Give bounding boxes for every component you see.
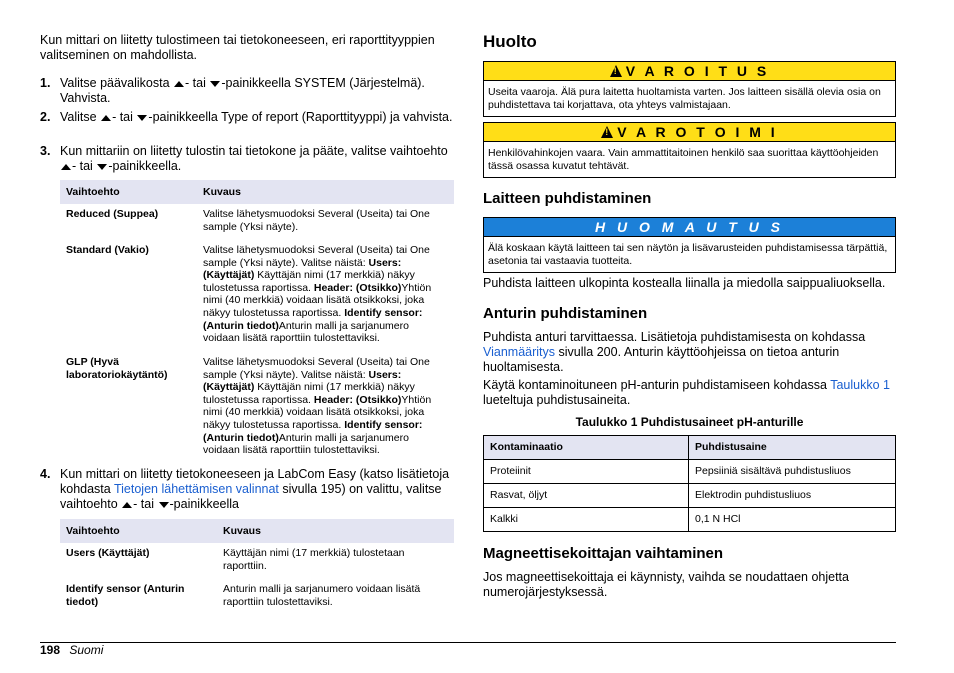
cleaning-agents-paragraph: Käytä kontaminoituneen pH-anturin puhdistamiseen kohdassa Taulukko 1 lueteltuja puhdistusaineita. (483, 378, 890, 407)
caution-box: !V A R O T O I M I Henkilövahinkojen vaara. Vain ammattitaitoinen henkilö saa suorittaa käyttöohjeiden tässä osassa kuvatut tehtävät. (483, 122, 896, 178)
page-footer (40, 643, 103, 657)
step-4: 4. Kun mittari on liitetty tietokoneeseen ja LabCom Easy (katso lisätietoja kohdasta Tietojen lähettämisen valinnat sivulla 195) on valittu, valitse vaihtoehto - tai -painikkeella (40, 467, 450, 511)
column-header: Kuvaus (217, 519, 454, 543)
column-header: Kontaminaatio (484, 436, 689, 460)
up-arrow-icon (174, 81, 184, 87)
table-row: Kalkki 0,1 N HCl (484, 508, 896, 532)
link-table-1[interactable]: Taulukko 1 (830, 378, 890, 392)
down-arrow-icon (97, 164, 107, 170)
table-row: Identify sensor (Anturin tiedot) Anturin malli ja sarjanumero voidaan lisätä raporttiin tulostettaviksi. (66, 583, 421, 608)
link-troubleshooting[interactable]: Vianmääritys (483, 345, 556, 359)
table-caption: Taulukko 1 Puhdistusaineet pH-anturille (575, 415, 804, 429)
warning-box: !V A R O I T U S Useita vaaroja. Älä pura laitetta huoltamista varten. Jos laitteen sisällä olevia osia on puhdistettava tai korjattava, ota yhteys valmistajaan. (483, 61, 896, 117)
table-header-row (60, 519, 454, 543)
up-arrow-icon (61, 164, 71, 170)
cleaning-agents-table (483, 435, 896, 532)
table-row: Users (Käyttäjät) Käyttäjän nimi (17 merkkiä) tulostetaan raporttiin. (66, 547, 405, 572)
intro-paragraph: Kun mittari on liitetty tulostimeen tai tietokoneeseen, eri raporttityyppien valitseminen on mahdollista. (40, 33, 435, 62)
section-heading-sensor-cleaning: Anturin puhdistaminen (483, 305, 648, 322)
warning-icon (601, 126, 613, 138)
table-row: GLP (Hyvä laboratoriokäytäntö) Valitse lähetysmuodoksi Several (Useita) tai One sample (Yksi näyte). Valitse näistä: Users: (Käyttäjät) Käyttäjän nimi (17 merkkiä) näkyy tulostetussa raportissa. Header: (Otsikko)Yhtiön nimi (40 merkkiä) voidaan lisätä otsikkoksi, joka näkyy tulostetussa raportissa. Identify sensor: (Anturin tiedot)Anturin malli ja sarjanumero voidaan lisätä raporttiin tulostettaviksi. (66, 356, 432, 457)
column-header: Puhdistusaine (689, 436, 896, 460)
step-1: 1. Valitse päävalikosta - tai -painikkeella SYSTEM (Järjestelmä). Vahvista. (40, 76, 425, 105)
section-heading-stirrer-replacement: Magneettisekoittajan vaihtaminen (483, 545, 724, 562)
table-row: Proteiinit Pepsiiniä sisältävä puhdistusliuos (484, 460, 896, 484)
stirrer-replacement-text: Jos magneettisekoittaja ei käynnisty, vaihda se noudattaen ohjetta numerojärjestyksessä. (483, 570, 849, 599)
page-title: Huolto (483, 32, 537, 51)
up-arrow-icon (101, 115, 111, 121)
down-arrow-icon (137, 115, 147, 121)
footer-divider (40, 642, 896, 643)
down-arrow-icon (210, 81, 220, 87)
column-header: Kuvaus (197, 180, 454, 204)
table-row: Standard (Vakio) Valitse lähetysmuodoksi Several (Useita) tai One sample (Yksi näyte). Valitse näistä: Users: (Käyttäjät) Käyttäjän nimi (17 merkkiä) näkyy tulostetussa raportissa. Header: (Otsikko)Yhtiön nimi (40 merkkiä) voidaan lisätä otsikkoksi, joka näkyy tulostetussa raportissa. Identify sensor: (Anturin tiedot)Anturin malli ja sarjanumero voidaan lisätä raporttiin tulostettaviksi. (66, 244, 432, 345)
report-options-table (60, 180, 454, 457)
page-number: 198 (40, 643, 61, 657)
table-header-row (484, 436, 896, 460)
step-2: 2. Valitse - tai -painikkeella Type of report (Raporttityyppi) ja vahvista. (40, 110, 453, 124)
column-header: Vaihtoehto (60, 519, 217, 543)
table-header-row (60, 180, 454, 204)
section-heading-device-cleaning: Laitteen puhdistaminen (483, 190, 652, 207)
down-arrow-icon (159, 502, 169, 508)
notice-box: H U O M A U T U S Älä koskaan käytä laitteen tai sen näytön ja lisävarusteiden puhdistamisessa tärpättiä, asetonia tai vastaavia tuotteita. (483, 217, 896, 273)
labcom-options-table (60, 519, 454, 608)
sensor-cleaning-paragraph: Puhdista anturi tarvittaessa. Lisätietoja puhdistamisesta on kohdassa Vianmääritys sivulla 200. Anturin käyttöohjeissa on tietoa anturin huoltamisesta. (483, 330, 866, 374)
table-row: Reduced (Suppea) Valitse lähetysmuodoksi Several (Useita) tai One sample (Yksi näyte). (66, 208, 430, 233)
footer-language: Suomi (69, 643, 104, 657)
warning-icon (610, 65, 622, 77)
column-header: Vaihtoehto (60, 180, 197, 204)
table-row: Rasvat, öljyt Elektrodin puhdistusliuos (484, 484, 896, 508)
step-3: 3. Kun mittariin on liitetty tulostin tai tietokone ja pääte, valitse vaihtoehto - tai -painikkeella. (40, 144, 448, 173)
device-cleaning-text: Puhdista laitteen ulkopinta kostealla liinalla ja miedolla saippualiuoksella. (483, 276, 886, 290)
link-data-transfer-options[interactable]: Tietojen lähettämisen valinnat (113, 482, 279, 496)
up-arrow-icon (122, 502, 132, 508)
